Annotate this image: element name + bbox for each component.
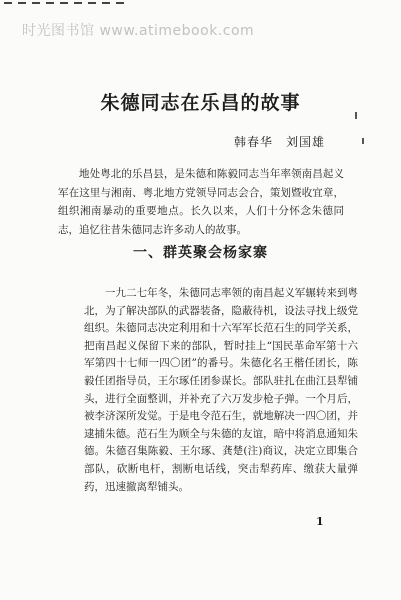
margin-tick [362, 138, 364, 144]
site-watermark: 时光图书馆 www.atimebook.com [22, 23, 255, 39]
margin-tick [355, 112, 357, 119]
section-heading: 一、群英聚会杨家寨 [133, 245, 268, 261]
intro-paragraph [58, 165, 344, 239]
top-edge-marks [0, 0, 401, 6]
article-authors: 韩春华 刘国雄 [233, 135, 325, 149]
intro-text: 地处粤北的乐昌县，是朱德和陈毅同志当年率领南昌起义军在这里与湘南、粤北地方党领导同志会合，策划暨收宜章，组织湘南暴动的重要地点。长久以来，人们十分怀念朱德同志，追忆往昔朱德同志许多动人的故事。 [58, 168, 344, 236]
body-text: 一九二七年冬，朱德同志率领的南昌起义军辗转来到粤北，为了解决部队的武器装备，隐蔽待机，设法寻找上级党组织。朱德同志决定利用和十六军军长范石生的同学关系，把南昌起义保留下来的部队，暂时挂上“国民革命军第十六军第四十七师一四〇团”的番号。朱德化名王楷任团长，陈毅任团指导员，王尔琢任团参谋长。部队驻扎在曲江县犁铺头，进行全面整训，并补充了六万发步枪子弹。一个月后，被李济深所发觉。于是电令范石生，就地解决一四〇团，并逮捕朱德。范石生为顾全与朱德的友谊，暗中将消息通知朱德。朱德召集陈毅、王尔琢、龚楚(注)商议，决定立即集合部队，砍断电杆，割断电话线，突击犁药库、缴获大量弹药，迅速撤离犁铺头。 [84, 287, 358, 493]
body-paragraph [84, 285, 358, 496]
page-number: 1 [316, 515, 324, 528]
article-title: 朱德同志在乐昌的故事 [100, 92, 301, 114]
